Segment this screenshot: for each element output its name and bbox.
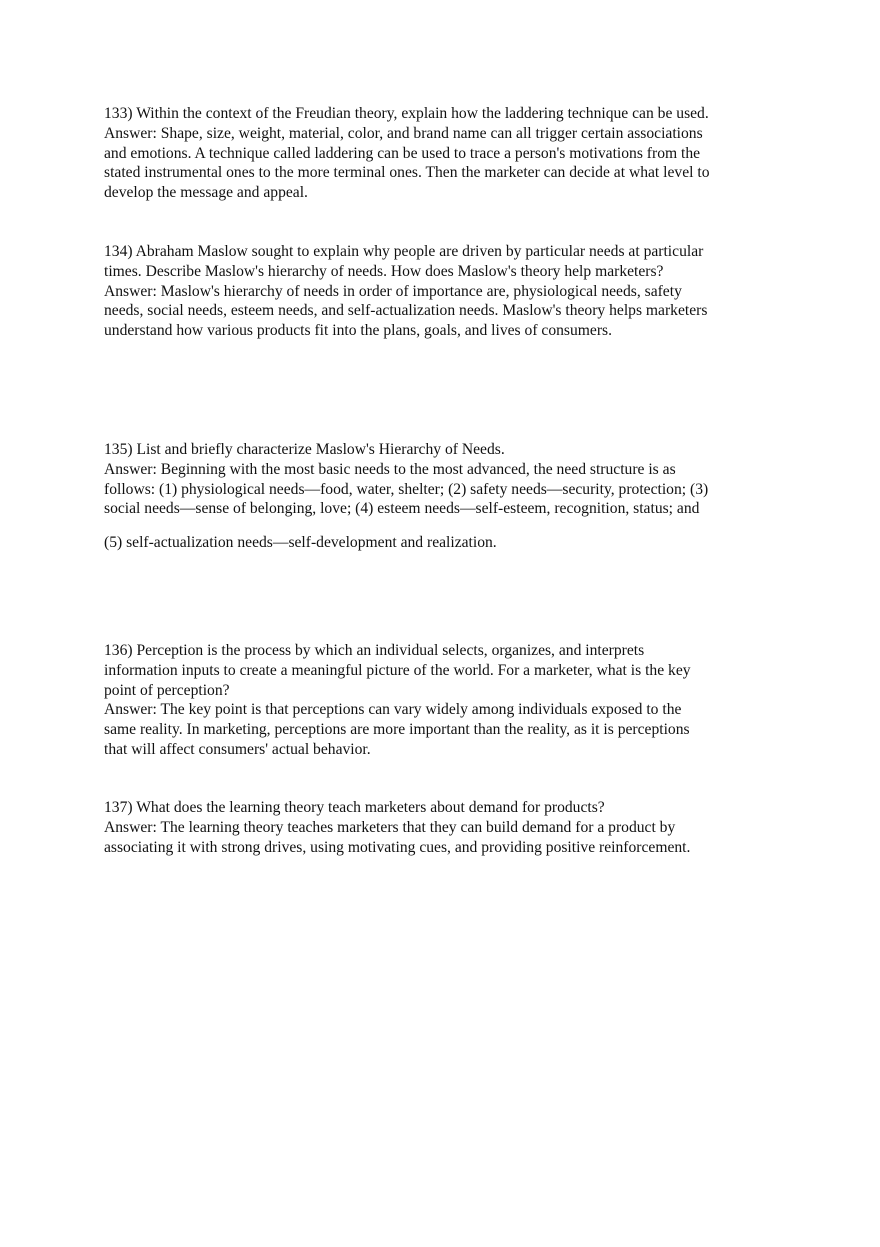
- answer-text: needs, social needs, esteem needs, and self-actualization needs. Maslow's theory helps marketers: [104, 302, 708, 320]
- answer-text: that will affect consumers' actual behavior.: [104, 740, 371, 758]
- answer-text: Answer: The learning theory teaches marketers that they can build demand for a product by: [104, 818, 676, 836]
- question-text: 133) Within the context of the Freudian theory, explain how the laddering technique can be used.: [104, 105, 709, 122]
- question-135: [104, 440, 784, 553]
- question-text: point of perception?: [104, 681, 230, 699]
- answer-text: develop the message and appeal.: [104, 184, 308, 202]
- answer-text: Answer: Beginning with the most basic needs to the most advanced, the need structure is as: [104, 460, 676, 478]
- answer-text: and emotions. A technique called laddering can be used to trace a person's motivations from the: [104, 144, 701, 162]
- paragraph-gap: [104, 519, 784, 533]
- question-133: [104, 104, 784, 203]
- question-136: [104, 641, 784, 760]
- question-text: 134) Abraham Maslow sought to explain why people are driven by particular needs at particular: [104, 243, 704, 260]
- question-text: 137) What does the learning theory teach marketers about demand for products?: [104, 799, 605, 816]
- answer-text: stated instrumental ones to the more terminal ones. Then the marketer can decide at what level to: [104, 164, 710, 182]
- answer-text: (5) self-actualization needs—self-development and realization.: [104, 534, 497, 552]
- answer-text: associating it with strong drives, using motivating cues, and providing positive reinforcement.: [104, 838, 691, 856]
- answer-text: understand how various products fit into the plans, goals, and lives of consumers.: [104, 322, 613, 340]
- question-134: [104, 242, 784, 341]
- question-text: 136) Perception is the process by which an individual selects, organizes, and interprets: [104, 642, 645, 659]
- answer-text: social needs—sense of belonging, love; (4) esteem needs—self-esteem, recognition, status; and: [104, 500, 700, 518]
- answer-text: Answer: Shape, size, weight, material, color, and brand name can all trigger certain associations: [104, 124, 703, 142]
- question-text: times. Describe Maslow's hierarchy of needs. How does Maslow's theory help marketers?: [104, 262, 664, 280]
- question-text: information inputs to create a meaningful picture of the world. For a marketer, what is the key: [104, 661, 691, 679]
- answer-text: Answer: The key point is that perceptions can vary widely among individuals exposed to the: [104, 701, 682, 719]
- question-137: [104, 798, 784, 857]
- answer-text: same reality. In marketing, perceptions are more important than the reality, as it is perceptions: [104, 721, 690, 739]
- answer-text: follows: (1) physiological needs—food, water, shelter; (2) safety needs—security, protection; (3): [104, 480, 709, 498]
- answer-text: Answer: Maslow's hierarchy of needs in order of importance are, physiological needs, safety: [104, 282, 682, 300]
- question-text: 135) List and briefly characterize Maslow's Hierarchy of Needs.: [104, 441, 505, 458]
